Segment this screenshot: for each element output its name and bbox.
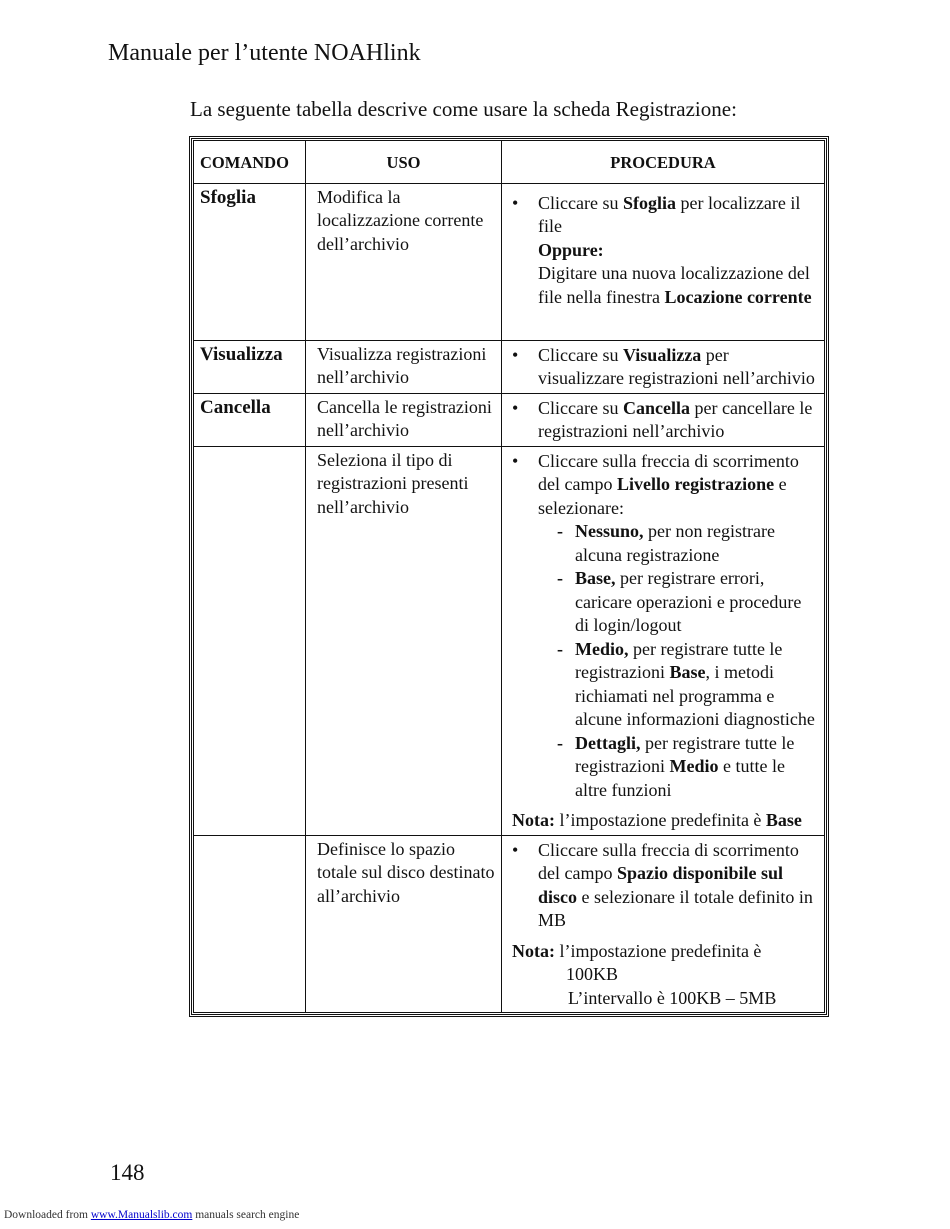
uso-cell: Modifica la localizzazione corrente dell’archivio — [306, 183, 502, 340]
table-row — [194, 183, 825, 340]
cmd-cell: Cancella — [194, 393, 306, 446]
page-header: Manuale per l’utente NOAHlink — [108, 40, 421, 66]
uso-cell: Seleziona il tipo di registrazioni presenti nell’archivio — [306, 446, 502, 835]
procedure-cell — [502, 393, 825, 446]
bullet-item: • Cliccare su Visualizza per visualizzare registrazioni nell’archivio — [512, 344, 818, 391]
registration-table — [189, 136, 829, 1017]
procedure-cell — [502, 183, 825, 340]
download-footer: Downloaded from www.Manualslib.com manuals search engine — [4, 1209, 300, 1221]
cmd-cell: Sfoglia — [194, 183, 306, 340]
table-row — [194, 340, 825, 393]
note: Nota: l’impostazione predefinita è 100KB L’intervallo è 100KB – 5MB — [512, 940, 777, 1008]
option-item: - Base, per registrare errori, caricare operazioni e procedure di login/logout — [557, 568, 802, 635]
intro-text: La seguente tabella descrive come usare la scheda Registrazione: — [190, 97, 737, 121]
page-number: 148 — [110, 1160, 145, 1185]
option-item: - Dettagli, per registrare tutte le registrazioni Medio e tutte le altre funzioni — [557, 732, 795, 800]
table-row — [194, 835, 825, 1013]
option-item: - Nessuno, per non registrare alcuna registrazione — [557, 521, 775, 565]
procedure-cell — [502, 835, 825, 1013]
note: Nota: l’impostazione predefinita è Base — [512, 810, 802, 830]
oppure-label: Oppure: — [538, 239, 604, 260]
bullet-item: • Cliccare sulla freccia di scorrimento del campo Livello registrazione e selezionare: — [512, 450, 818, 521]
option-item: - Medio, per registrare tutte le registrazioni Base, i metodi richiamati nel programma e alcune informazioni diagnostiche — [557, 638, 815, 729]
col-header-comando: COMANDO — [194, 141, 306, 184]
uso-cell: Definisce lo spazio totale sul disco destinato all’archivio — [306, 835, 502, 1013]
bullet-item: • Cliccare su Sfoglia per localizzare il file Oppure: Digitare una nuova localizzazione del file nella finestra Locazione corrente — [512, 192, 818, 310]
bullet-item: • Cliccare sulla freccia di scorrimento del campo Spazio disponibile sul disco e selezionare il totale definito in MB — [512, 839, 818, 933]
uso-cell: Visualizza registrazioni nell’archivio — [306, 340, 502, 393]
table-row — [194, 446, 825, 835]
table-header-row — [194, 141, 825, 184]
cmd-cell — [194, 446, 306, 835]
procedure-cell — [502, 446, 825, 835]
procedure-cell — [502, 340, 825, 393]
manualslib-link[interactable]: www.Manualslib.com — [90, 1209, 193, 1221]
bullet-item: • Cliccare su Cancella per cancellare le registrazioni nell’archivio — [512, 397, 818, 444]
table-row — [194, 393, 825, 446]
col-header-uso: USO — [306, 141, 502, 184]
col-header-procedura: PROCEDURA — [502, 141, 825, 184]
cmd-cell — [194, 835, 306, 1013]
uso-cell: Cancella le registrazioni nell’archivio — [306, 393, 502, 446]
cmd-cell: Visualizza — [194, 340, 306, 393]
